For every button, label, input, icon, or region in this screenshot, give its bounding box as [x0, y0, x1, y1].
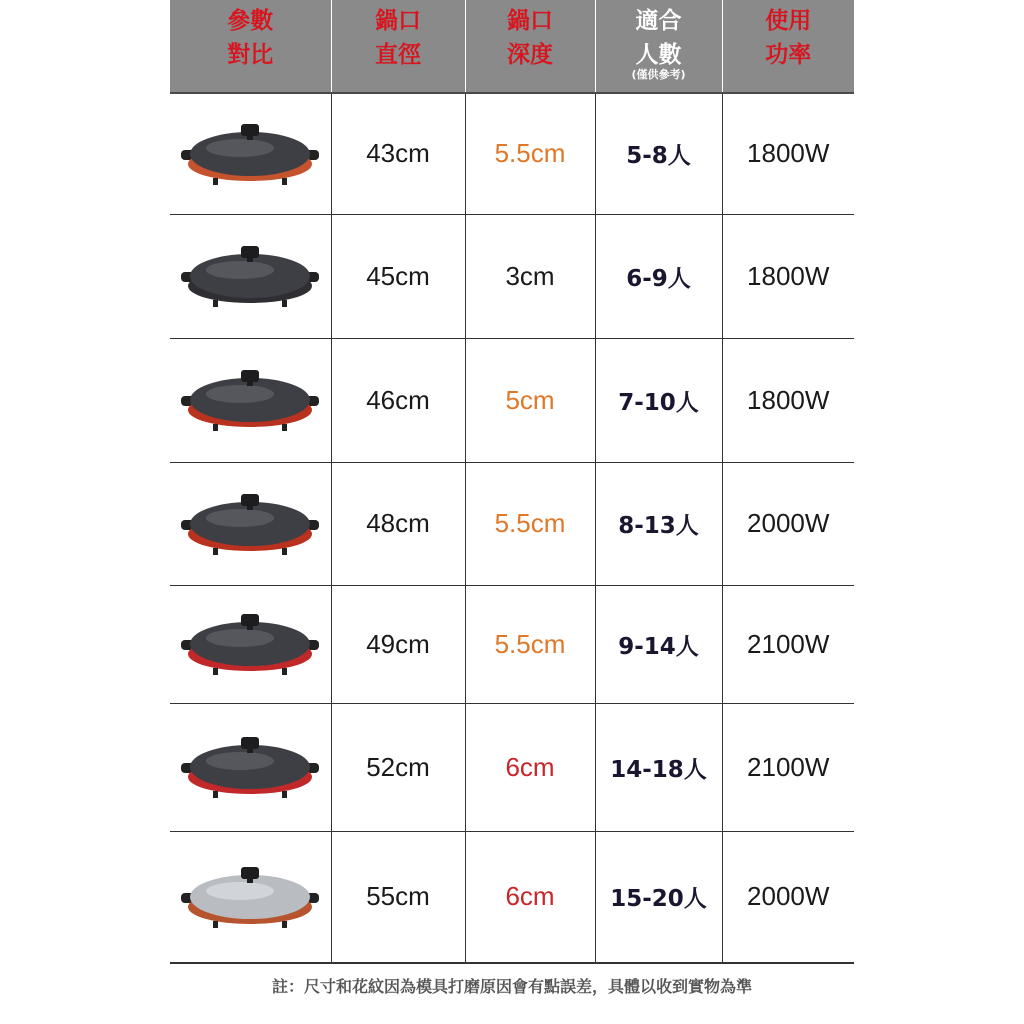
people-cell: 6-9人 [595, 214, 722, 338]
header-depth-line2: 深度 [507, 42, 553, 68]
pot-image-cell [170, 831, 331, 963]
power-cell: 2100W [722, 585, 854, 703]
power-cell: 1800W [722, 93, 854, 214]
depth-cell: 5.5cm [465, 462, 595, 585]
depth-cell: 6cm [465, 703, 595, 831]
diameter-cell: 52cm [331, 703, 465, 831]
depth-cell: 5cm [465, 338, 595, 462]
pot-image-cell [170, 585, 331, 703]
table-row [170, 703, 854, 831]
black-pot-icon [170, 236, 331, 316]
spec-comparison-sheet [170, 0, 854, 964]
header-diameter-line1: 鍋口 [375, 8, 421, 34]
header-power-line2: 功率 [765, 42, 812, 68]
people-cell: 14-18人 [595, 703, 722, 831]
diameter-cell: 45cm [331, 214, 465, 338]
table-body [170, 93, 854, 963]
diameter-cell: 49cm [331, 585, 465, 703]
power-cell: 2000W [722, 831, 854, 963]
header-people-line2: 人數 [635, 42, 682, 68]
header-people-line1: 適合 [635, 8, 682, 34]
red-pot-icon [170, 727, 331, 807]
diameter-cell: 48cm [331, 462, 465, 585]
header-power-line1: 使用 [765, 8, 812, 34]
pot-image-cell [170, 214, 331, 338]
people-cell: 9-14人 [595, 585, 722, 703]
table-row [170, 462, 854, 585]
header-diameter-line2: 直徑 [375, 42, 421, 68]
depth-cell: 5.5cm [465, 93, 595, 214]
people-cell: 5-8人 [595, 93, 722, 214]
depth-cell: 3cm [465, 214, 595, 338]
pot-image-cell [170, 462, 331, 585]
spec-table [170, 0, 854, 964]
diameter-cell: 43cm [331, 93, 465, 214]
copper-pot-icon [170, 114, 331, 194]
people-cell: 7-10人 [595, 338, 722, 462]
header-params-compare-line2: 對比 [227, 42, 274, 68]
pot-image-cell [170, 703, 331, 831]
red-pot-icon [170, 484, 331, 564]
diameter-cell: 55cm [331, 831, 465, 963]
pot-image-cell [170, 338, 331, 462]
header-depth-line1: 鍋口 [507, 8, 553, 34]
header-power [722, 0, 854, 93]
header-params-compare-line1: 參數 [227, 8, 274, 34]
red-pot-icon [170, 360, 331, 440]
header-row [170, 0, 854, 93]
table-row [170, 214, 854, 338]
red-pot-icon [170, 604, 331, 684]
header-people-note: (僅供參考) [631, 68, 686, 81]
depth-cell: 5.5cm [465, 585, 595, 703]
footnote: 註：尺寸和花紋因為模具打磨原因會有點誤差，具體以收到實物為準 [271, 977, 752, 996]
header-params-compare [170, 0, 331, 93]
power-cell: 1800W [722, 214, 854, 338]
people-cell: 15-20人 [595, 831, 722, 963]
pot-image-cell [170, 93, 331, 214]
power-cell: 2100W [722, 703, 854, 831]
power-cell: 2000W [722, 462, 854, 585]
header-depth [465, 0, 595, 93]
table-row [170, 831, 854, 963]
depth-cell: 6cm [465, 831, 595, 963]
header-diameter [331, 0, 465, 93]
table-row [170, 585, 854, 703]
header-people [595, 0, 722, 93]
table-row [170, 93, 854, 214]
diameter-cell: 46cm [331, 338, 465, 462]
power-cell: 1800W [722, 338, 854, 462]
people-cell: 8-13人 [595, 462, 722, 585]
silver-lid-pot-icon [170, 857, 331, 937]
table-row [170, 338, 854, 462]
